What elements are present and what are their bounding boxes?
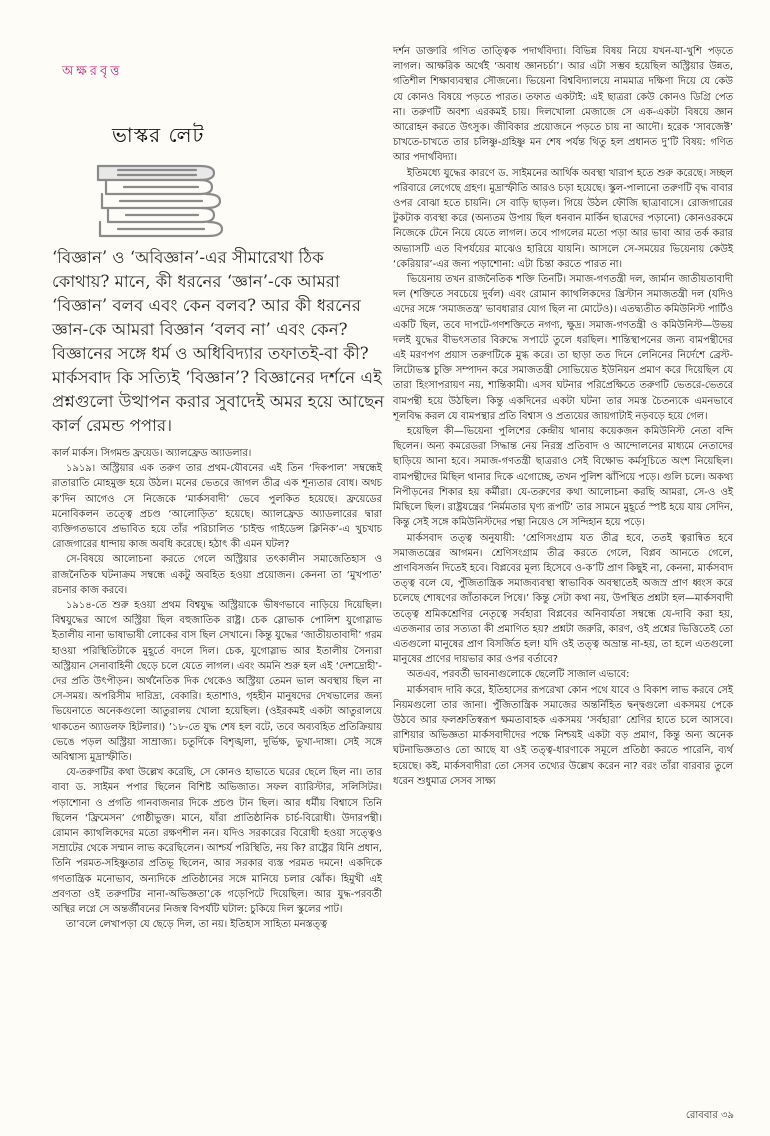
paragraph: ইতিমধ্যে যুদ্ধের কারণে ড. সাইমনের আর্থিক অবস্থা খারাপ হতে শুরু করেছে। সচ্ছল পরিবারে লেগেছে গ্রহণ। মুদ্রাস্ফীতি আরও চড়া হয়েছে। স্কুল-পালানো তরুণটি বৃদ্ধ বাবার ওপর বোঝা হতে চায়নি। সে বাড়ি ছাড়ল। গিয়ে উঠল ফৌজি ছাত্রাবাসে। রোজগারের টুকটাক ব্যবস্থা করে (অন্যতম উপায় ছিল ধনবান মার্কিন ছাত্রদের পড়ানো) কোনওরকমে নিজেকে টেনে নিয়ে যেতে লাগল। তবে পাগলের মতো পড়া আর ভাবা আর তর্ক করার অভ্যাসটি এত বিপর্যয়ের মাঝেও হারিয়ে যায়নি। আসলে সে-সময়ের ভিয়েনায় কেউই ‘কেরিয়ার’-এর জন্য পড়াশোনা: এটা চিন্তা করতে পারত না। xyxy=(393,167,733,270)
paragraph: তা’বলে লেখাপড়া যে ছেড়ে দিল, তা নয়। ইতিহাস সাহিত্য মনস্তত্ত্ব xyxy=(66,919,328,931)
paragraph: ১৯১৪-তে শুরু হওয়া প্রথম বিশ্বযুদ্ধ অস্ট্রিয়াকে ভীষণভাবে নাড়িয়ে দিয়েছিল। বিশ্বযুদ্ধের আগে অস্ট্রিয়া ছিল বহুজাতিক রাষ্ট্র। চেক স্লোভাক পোলিশ যুগোস্লাভ ইতালীয় নানা ভাষাভাষী লোকের বাস ছিল সেখানে। কিন্তু যুদ্ধের ‘জাতীয়তাবাদী’ গরম হাওয়া পরিস্থিতিটাকে মুহূর্তে বদলে দিল। চেক, যুগোস্লাভ আর ইতালীয় সৈন্যরা অস্ট্রিয়ান সেনাবাহিনী ছেড়ে চলে যেতে লাগল। এবং অমনি শুরু হল এই ‘দেশদ্রোহী’-দের প্রতি উৎপীড়ন। অর্থনৈতিক দিক থেকেও অস্ট্রিয়া তেমন ভাল অবস্থায় ছিল না সে-সময়। অপরিসীম দারিদ্র্য, বেকারি। হতাশাও, গৃহহীন মানুষদের দেখভালের জন্য ভিয়েনাতে অনেকগুলো আতুরালয় খোলা হয়েছিল। (ওইরকমই একটা আতুরালয়ে থাকতেন অ্যাডলফ হিটলার।) ’১৮-তে যুদ্ধ শেষ হল বটে, তবে অব্যবহিত প্রতিক্রিয়ায় ভেঙে পড়ল অস্ট্রিয়া সাম্রাজ্য। চতুর্দিকে বিশৃঙ্খলা, দুর্ভিক্ষ, ভুখা-দাঙ্গা। সেই সঙ্গে অবিশ্বাস্য মুদ্রাস্ফীতি। xyxy=(52,600,382,764)
paragraph: সে-বিষয়ে আলোচনা করতে গেলে অস্ট্রিয়ার তৎকালীন সমাজেতিহাস ও রাজনৈতিক ঘটনাক্রম সম্বন্ধে একটু অবহিত হওয়া প্রয়োজন। কেননা তা ‘মুখপাত’ রচনার কাজ করবে। xyxy=(52,554,382,596)
paragraph: যে-তরুণটির কথা উল্লেখ করেছি, সে কোনও হাভাতে ঘরের ছেলে ছিল না। তার বাবা ড. সাইমন পপার ছিলেন বিশিষ্ট অভিজাত। সফল ব্যারিস্টার, সলিসিটর। পড়াশোনা ও প্রগতি গানবাজনার দিকে প্রচণ্ড টান ছিল। আর ধর্মীয় বিশ্বাসে তিনি ছিলেন ‘ফ্রিমেসন’ গোষ্ঠীভুক্ত। মানে, যাঁরা প্রাতিষ্ঠানিক চার্চ-বিরোধী। উদারপন্থী। রোমান ক্যাথলিকদের মতো রক্ষণশীল নন। যদিও সরকারের বিরোধী হওয়া সত্ত্বেও সম্রাটের থেকে সম্মান লাভ করেছিলেন। আশ্চর্য পরিস্থিতি, নয় কি? রাষ্ট্রের যিনি প্রধান, তিনি পরমত-সহিষ্ণুতার প্রতিভূ ছিলেন, আর সরকার ব্যস্ত পরমত দমনে! একদিকে গণতান্ত্রিক মনোভাব, অন্যদিকে প্রতিষ্ঠানের সঙ্গে মানিয়ে চলার ঝোঁক। হিমুখী এই প্রবণতা ওই তরুণটির নানা-অভিজ্ঞতা’কে গড়েপিটে দিয়েছিল। আর যুদ্ধ-পরবর্তী অস্থির লগ্নে সে অন্তর্জীবনের নিজস্ব বিপর্যটি ঘটাল: চুকিয়ে দিল স্কুলের পাট। xyxy=(52,767,382,916)
right-column-body xyxy=(393,44,733,789)
page-number: রোববার ৩৯ xyxy=(685,1110,734,1121)
author-name: ভাস্কর লেট xyxy=(112,123,205,147)
paragraph: অতএব, পরবর্তী ভাবনাগুলোকে ছেলেটি সাজাল এভাবে: xyxy=(407,669,630,681)
paragraph: মার্কসবাদ তত্ত্ব অনুযায়ী: ‘শ্রেণিসংগ্রাম যত তীব্র হবে, ততই ত্বরান্বিত হবে সমাজতন্ত্রের আগমন। শ্রেণিসংগ্রাম তীব্র করতে গেলে, বিপ্লব আনতে গেলে, প্রাণবিসর্জন দিতেই হবে। বিপ্লবের মূল্য হিসেবে ও-ক’টি প্রাণ কিছুই না, কেননা, মার্কসবাদ তত্ত্ব বলে যে, পুঁজিতান্ত্রিক সমাজব্যবস্থা স্বাভাবিক অবস্থাতেই অজস্র প্রাণ ধ্বংস করে চলেছে শোষণের জাঁতাকলে পিষে।’ কিন্তু সেটা কথা নয়, উপস্থিত প্রশ্নটা হল—মার্কসবাদী তত্ত্বে শ্রমিকশ্রেণির নেতৃত্বে সর্বহারা বিপ্লবের অনিবার্যতা সম্বন্ধে যে-দাবি করা হয়, এতজনার তার সত্যতা কী প্রমাণিত হয়? প্রশ্নটা জরুরি, কারণ, ওই প্রশ্নের ভিত্তিতেই তো এতগুলো মানুষের প্রাণ বিসর্জিত হল! যদি ওই তত্ত্ব অভ্রান্ত না-হয়, তা হলে এতগুলো মানুষের প্রাণের দায়ভার কার ওপর বর্তাবে? xyxy=(393,532,733,666)
paragraph: কার্ল মার্কস। সিগমন্ড ফ্রয়েড। অ্যালফ্রেড অ্যাডলার। xyxy=(52,448,252,459)
paragraph: মার্কসবাদ দাবি করে, ইতিহাসের রূপরেখা কোন পথে যাবে ও বিকাশ লাভ করবে সেই নিয়মগুলো তার জানা। পুঁজিতান্ত্রিক সমাজের অন্তর্নিহিত দ্বন্দ্বগুলো একসময় পেকে উঠবে আর ফলশ্রুতিস্বরূপ ক্ষমতাবাহক একসময় ‘সর্বহারা’ শ্রেণির হাতে চলে আসবে। রাশিয়ার অভিজ্ঞতা মার্কসবাদীদের পক্ষে নিশ্চয়ই একটা বড় প্রমাণ, কিন্তু অন্য অনেক ঘটনাভিজ্ঞতাও তো আছে যা ওই তত্ত্ব-ধারণাকে সমূলে প্রতিষ্ঠা করতে পারেনি, ব্যর্থ হয়েছে। কই, মার্কসবাদীরা তো সেসব তথ্যের উল্লেখ করেন না? বরং তাঁরা বারবার তুলে ধরেন শুধুমাত্র সেসব সাক্ষ্য xyxy=(393,684,733,787)
left-column-body xyxy=(52,446,382,933)
section-label: অক্ষরবৃত্ত xyxy=(62,64,123,79)
books-stack-icon xyxy=(88,150,238,242)
paragraph: দর্শন ডাক্তারি গণিত তাত্ত্বিক পদার্থবিদ্যা। বিভিন্ন বিষয় নিয়ে যখন-যা-খুশি পড়তে লাগল। আক্ষরিক অর্থেই ‘অবাধ জ্ঞানচর্চা’। আর এটা সম্ভব হয়েছিল অস্ট্রিয়ার উন্নত, গতিশীল শিক্ষাব্যবস্থার সৌজন্যে। ভিয়েনা বিশ্ববিদ্যালয়ে নামমাত্র দক্ষিণা দিয়ে যে কেউ যে কোনও বিষয়ে পড়তে পারত। তফাত একটাই: এই ছাত্ররা কেউ কোনও ডিগ্রি পেত না। তরুণটি অবশ্য এরকমই চায়। দিলখোলা মেজাজে সে এক-একটা বিষয়ে জ্ঞান আরোহন করতে উৎসুক। জীবিকার প্রয়োজনে পড়তে চায় না আদৌ। হরেক ‘সাবজেক্ট’ চাখতে-চাখতে তার চলিষ্ণু-গ্রহিষ্ণু মন শেষ পর্যন্ত থিতু হল প্রধানত দু’টি বিষয়: গণিত আর পদার্থবিদ্যা। xyxy=(393,46,733,164)
paragraph: হয়েছিল কী—ভিয়েনা পুলিশের কেন্দ্রীয় থানায় কয়েকজন কমিউনিস্ট নেতা বন্দি ছিলেন। অন্য কমরেডরা সিদ্ধান্ত নেয় নিরস্ত্র প্রতিবাদ ও আন্দোলনের মাধ্যমে নেতাদের ছাড়িয়ে আনা হবে। সমাজ-গণতন্ত্রী ছাত্ররাও সেই বিক্ষোভ কর্মসূচিতে অংশ নিয়েছিল। বামপন্থীদের মিছিল থানার দিকে এগোচ্ছে, তখন পুলিশ ঝাঁপিয়ে পড়ে। গুলি চলে। অকথ্য নিপীড়নের শিকার হয় কর্মীরা। যে-তরুণের কথা আলোচনা করছি আমরা, সে-ও ওই মিছিলে ছিল। রাষ্ট্রযন্ত্রের ‘নির্মমতার ঘৃণ্য রূপটি’ তার সামনে মুহূর্তে স্পষ্ট হয়ে যায় সেদিন, কিন্তু সেই সঙ্গে কমিউনিস্টদের পন্থা নিয়েও সে সন্দিহান হয়ে পড়ে। xyxy=(393,426,733,529)
paragraph: ভিয়েনায় তখন রাজনৈতিক শক্তি তিনটি। সমাজ-গণতন্ত্রী দল, জার্মান জাতীয়তাবাদী দল (শক্তিতে সবচেয়ে দুর্বল) এবং রোমান ক্যাথলিকদের খ্রিস্টান সমাজতন্ত্রী দল (যদিও এদের সঙ্গে ‘সমাজতন্ত্র’ ভাবধারার যোগ ছিল না মোটেও)। এতদ্ব্যতীত কমিউনিস্ট পার্টিও একটি ছিল, তবে দাপটে-গণশক্তিতে নগণ্য, ক্ষুদ্র। সমাজ-গণতন্ত্রী ও কমিউনিস্ট—উভয় দলই যুদ্ধের বীভৎসতার বিরুদ্ধে সপাটে তুলে ধরছিল। শান্তিস্থাপনের জন্য বামপন্থীদের এই মরণপণ প্রয়াস তরুণটিকে মুগ্ধ করে। তা ছাড়া তত দিনে লেনিনের নির্দেশে ব্রেস্ট-লিটোভস্ক চুক্তি সম্পাদন করে সমাজতন্ত্রী সোভিয়েত ইউনিয়ন প্রমাণ করে দিয়েছিল যে তারা হিংসাপরায়ণ নয়, শান্তিকামী। এসব ঘটনার পরিপ্রেক্ষিতে তরুণটি ভেতরে-ভেতরে বামপন্থী হয়ে উঠছিল। কিন্তু একদিনের একটা ঘটনা তার সমস্ত চৈতন্যকে এমনভাবে শূলবিদ্ধ করল যে বামপন্থার প্রতি বিশ্বাস ও প্রত্যয়ের জায়গাটাই নড়বড়ে হয়ে গেল। xyxy=(393,274,733,422)
paragraph: ১৯১৯। অস্ট্রিয়ার এক তরুণ তার প্রথম-যৌবনের এই তিন ‘দিকপাল’ সম্বন্ধেই রাতারাতি মোহমুক্ত হয়ে উঠল। মনের ভেতরে জাগল তীব্র এক শূন্যতার বোধ। অথচ ক’দিন আগেও সে নিজেকে ‘মার্কসবাদী’ ভেবে পুলকিত হয়েছে। ফ্রয়েডের মনোবিকলন তত্ত্বে প্রচণ্ড ‘আলোড়িত’ হয়েছে। অ্যালফ্রেড অ্যাডলারের দ্বারা ব্যক্তিগতভাবে প্রভাবিত হয়ে তাঁর পরিচালিত ‘চাইল্ড গাইডেন্স ক্লিনিক’-এ খুচখাচ রোজগারের ধান্দায় কাজ অবধি করেছে। হঠাৎ কী এমন ঘটল? xyxy=(52,463,382,551)
pull-quote: ‘বিজ্ঞান’ ও ‘অবিজ্ঞান’-এর সীমারেখা ঠিক কোথায়? মানে, কী ধরনের ‘জ্ঞান’-কে আমরা ‘বিজ্ঞান’ বলব এবং কেন বলব? আর কী ধরনের জ্ঞান-কে আমরা বিজ্ঞান ‘বলব না’ এবং কেন? বিজ্ঞানের সঙ্গে ধর্ম ও অধিবিদ্যার তফাতই-বা কী? মার্কসবাদ কি সত্যিই ‘বিজ্ঞান’? বিজ্ঞানের দর্শনে এই প্রশ্নগুলো উত্থাপন করার সুবাদেই অমর হয়ে আছেন কার্ল রেমন্ড পপার। xyxy=(52,248,385,435)
header-block xyxy=(52,56,382,154)
